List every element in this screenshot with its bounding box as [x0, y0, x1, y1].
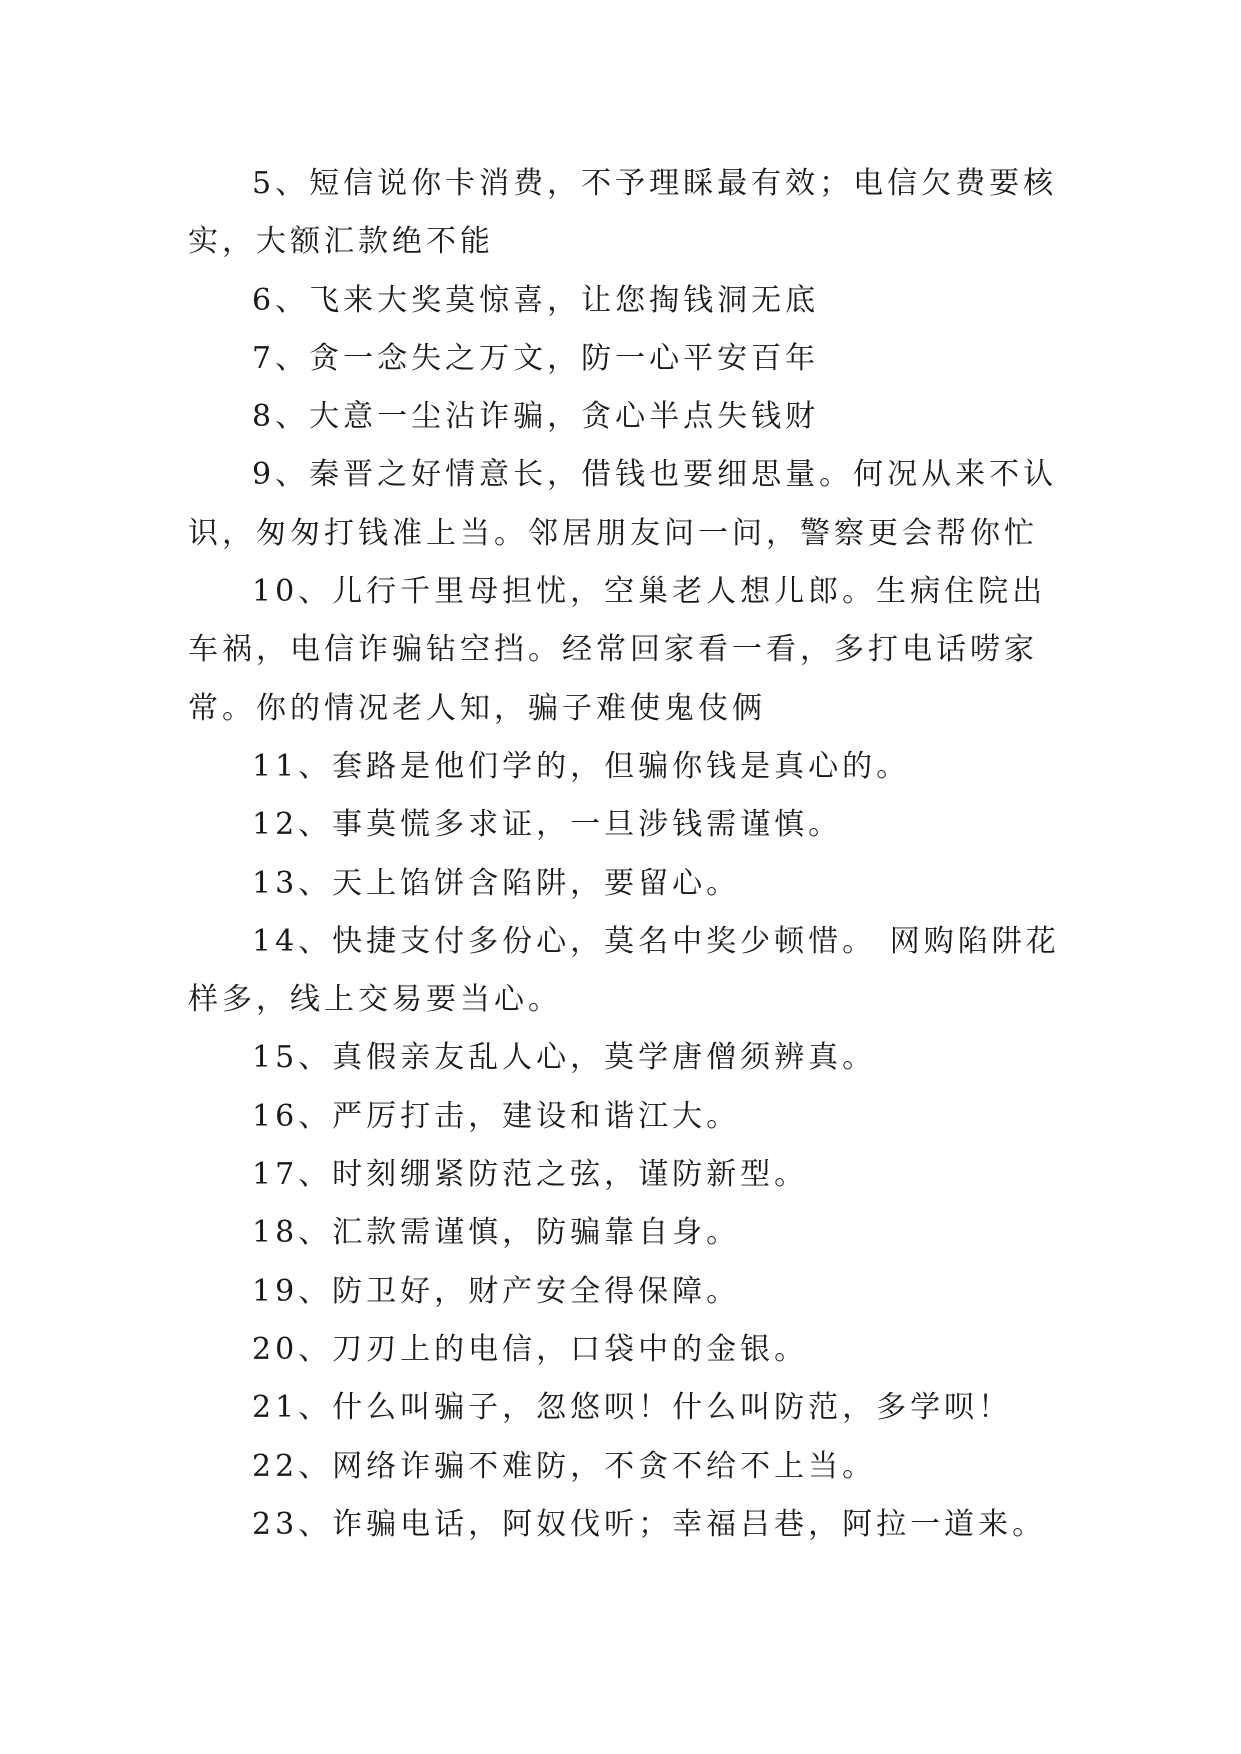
slogan-paragraph: 13、天上馅饼含陷阱，要留心。: [252, 865, 741, 901]
slogan-paragraph: 23、诈骗电话，阿奴伐听；幸福吕巷，阿拉一道来。: [252, 1506, 1047, 1542]
document-body: [188, 155, 1072, 1554]
slogan-paragraph: 6、飞来大奖莫惊喜，让您掏钱洞无底: [252, 282, 820, 318]
slogan-paragraph: 17、时刻绷紧防范之弦，谨防新型。: [252, 1157, 809, 1193]
slogan-paragraph: 15、真假亲友乱人心，莫学唐僧须辨真。: [252, 1040, 877, 1076]
slogan-paragraph: 7、贪一念失之万文，防一心平安百年: [252, 340, 820, 376]
slogan-paragraph: 19、防卫好，财产安全得保障。: [252, 1273, 741, 1309]
slogan-paragraph: 22、网络诈骗不难防，不贪不给不上当。: [252, 1448, 877, 1484]
slogan-paragraph: 18、汇款需谨慎，防骗靠自身。: [252, 1215, 741, 1251]
slogan-paragraph: 11、套路是他们学的，但骗你钱是真心的。: [252, 748, 911, 784]
slogan-paragraph: 5、短信说你卡消费，不予理睬最有效；电信欠费要核实，大额汇款绝不能: [188, 166, 1058, 260]
slogan-paragraph: 14、快捷支付多份心，莫名中奖少顿惜。 网购陷阱花样多，线上交易要当心。: [188, 923, 1060, 1018]
slogan-paragraph: 9、秦晋之好情意长，借钱也要细思量。何况从来不认识，匆匆打钱准上当。邻居朋友问一问，警察更会帮你忙: [188, 457, 1058, 551]
slogan-paragraph: 21、什么叫骗子，忽悠呗！什么叫防范，多学呗！: [252, 1390, 1013, 1426]
slogan-paragraph: 8、大意一尘沾诈骗，贪心半点失钱财: [252, 399, 820, 435]
slogan-paragraph: 12、事莫慌多求证，一旦涉钱需谨慎。: [252, 807, 843, 843]
slogan-paragraph: 16、严厉打击，建设和谐江大。: [252, 1098, 741, 1134]
slogan-paragraph: 20、刀刃上的电信，口袋中的金银。: [252, 1331, 809, 1367]
slogan-paragraph: 10、儿行千里母担忧，空巢老人想儿郎。生病住院出车祸，电信诈骗钻空挡。经常回家看一看，多打电话唠家常。你的情况老人知，骗子难使鬼伎俩: [188, 574, 1047, 726]
